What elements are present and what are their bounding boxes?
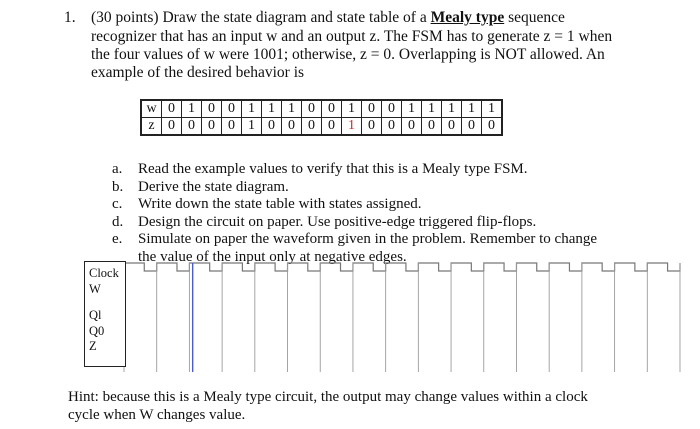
w-cell: 0 xyxy=(322,100,342,118)
question-text-end: sequence xyxy=(504,9,565,26)
step-letter: c. xyxy=(112,196,123,212)
question-text-start: (30 points) Draw the state diagram and state table of a xyxy=(91,9,427,26)
w-cell: 1 xyxy=(282,100,302,118)
w-cell: 0 xyxy=(162,100,182,118)
w-cell: 0 xyxy=(362,100,382,118)
w-cell: 0 xyxy=(382,100,402,118)
z-cell: 0 xyxy=(202,118,222,136)
step-text: Design the circuit on paper. Use positive-edge triggered flip-flops. xyxy=(138,213,537,230)
w-cell: 0 xyxy=(202,100,222,118)
w-cell: 1 xyxy=(422,100,442,118)
w-row-label: w xyxy=(141,100,162,118)
w-cell: 1 xyxy=(442,100,462,118)
w-cell: 1 xyxy=(262,100,282,118)
w-cell: 1 xyxy=(402,100,422,118)
question-number: 1. xyxy=(64,9,76,26)
signal-clock-label: Clock xyxy=(89,266,119,280)
question-line-2: recognizer that has an input w and an output z. The FSM has to generate z = 1 when xyxy=(91,28,613,45)
z-cell: 0 xyxy=(422,118,442,136)
w-cell: 1 xyxy=(342,100,362,118)
step-letter: a. xyxy=(112,161,123,177)
w-cell: 0 xyxy=(222,100,242,118)
z-cell: 1 xyxy=(342,118,362,136)
hint-line-2: cycle when W changes value. xyxy=(68,407,246,423)
z-cell: 0 xyxy=(182,118,202,136)
clock-waveform xyxy=(124,263,680,271)
step-text: Write down the state table with states assigned. xyxy=(138,196,422,212)
z-cell: 0 xyxy=(442,118,462,136)
signal-q0-label: Q0 xyxy=(89,324,105,338)
z-cell: 0 xyxy=(462,118,482,136)
question-line-3: the four values of w were 1001; otherwise, z = 0. Overlapping is NOT allowed. An xyxy=(91,46,605,63)
step-text: Simulate on paper the waveform given in the problem. Remember to change xyxy=(138,231,598,247)
step-text: the value of the input only at negative edges. xyxy=(138,248,407,265)
w-cell: 1 xyxy=(482,100,503,118)
question-line-4: example of the desired behavior is xyxy=(91,64,305,81)
z-cell: 0 xyxy=(402,118,422,136)
signal-w-label: W xyxy=(89,282,101,296)
z-cell: 0 xyxy=(482,118,503,136)
w-cell: 1 xyxy=(182,100,202,118)
z-cell: 0 xyxy=(222,118,242,136)
waveform-lines xyxy=(124,263,680,372)
z-cell: 0 xyxy=(262,118,282,136)
w-cell: 1 xyxy=(462,100,482,118)
z-cell: 0 xyxy=(322,118,342,136)
step-letter: e. xyxy=(112,231,123,247)
step-text: Derive the state diagram. xyxy=(138,178,289,195)
z-cell: 1 xyxy=(242,118,262,136)
z-cell: 0 xyxy=(302,118,322,136)
signal-z-label: Z xyxy=(89,339,97,353)
step-letter: d. xyxy=(112,213,124,230)
z-row-label: z xyxy=(141,118,162,136)
mealy-type-emphasis: Mealy type xyxy=(430,9,505,26)
w-cell: 1 xyxy=(242,100,262,118)
z-cell: 0 xyxy=(162,118,182,136)
z-cell: 0 xyxy=(362,118,382,136)
hint-line-1: Hint: because this is a Mealy type circuit, the output may change values within a clock xyxy=(68,389,588,405)
step-letter: b. xyxy=(112,178,124,195)
step-text: Read the example values to verify that this is a Mealy type FSM. xyxy=(138,161,528,177)
signal-q1-label: Ql xyxy=(89,308,102,322)
hint-text xyxy=(68,388,588,424)
z-cell: 0 xyxy=(382,118,402,136)
w-cell: 0 xyxy=(302,100,322,118)
z-cell: 0 xyxy=(282,118,302,136)
